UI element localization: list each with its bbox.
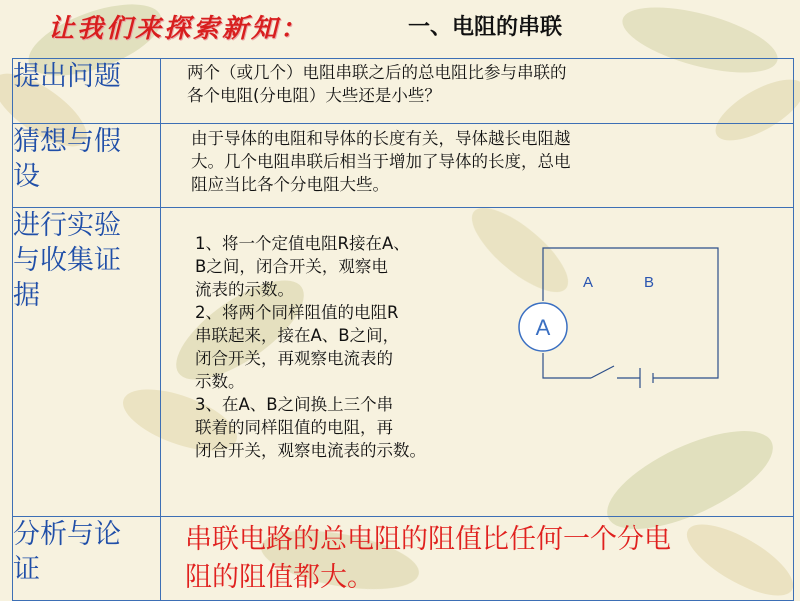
point-a-label: A — [582, 274, 594, 291]
table-row — [13, 208, 794, 517]
step-line: 示数。 — [195, 372, 245, 391]
text-line: 大。几个电阻串联后相当于增加了导体的长度，总电 — [191, 152, 571, 171]
step-line: 流表的示数。 — [195, 280, 294, 299]
step-line: 串联起来，接在A、B之间， — [195, 326, 400, 345]
wire-left-bottom — [543, 353, 591, 378]
step-line: 闭合开关，再观察电流表的 — [195, 349, 393, 368]
point-b-label: B — [643, 274, 655, 291]
inquiry-table — [12, 58, 794, 601]
slide-header — [0, 0, 800, 58]
circuit-diagram — [501, 243, 731, 413]
table-row — [13, 59, 794, 124]
text-line: 各个电阻(分电阻）大些还是小些？ — [187, 86, 441, 105]
step-line: 2、将两个同样阻值的电阻R — [195, 303, 399, 322]
row-label-analysis: 分析与论 证 — [13, 517, 161, 601]
step-line: 闭合开关，观察电流表的示数。 — [195, 441, 426, 460]
row-label-hypothesis: 猜想与假 设 — [13, 124, 161, 208]
switch-lever — [591, 366, 614, 378]
step-line: 1、将一个定值电阻R接在A、 — [195, 234, 410, 253]
row-label-experiment: 进行实验 与收集证 据 — [13, 208, 161, 517]
circuit-wires — [543, 248, 718, 388]
experiment-steps — [195, 232, 515, 462]
text-line: 两个（或几个）电阻串联之后的总电阻比参与串联的 — [187, 63, 567, 82]
row-label-question: 提出问题 — [13, 59, 161, 124]
row-content-question — [161, 59, 794, 124]
conclusion-text: 串联电路的总电阻的阻值比任何一个分电 阻的阻值都大。 — [185, 524, 671, 593]
step-line: B之间，闭合开关，观察电 — [195, 257, 388, 276]
wire-left-top — [543, 248, 718, 378]
ammeter-label: A — [535, 315, 551, 340]
row-content-experiment — [161, 208, 794, 517]
table-row — [13, 124, 794, 208]
table-row — [13, 517, 794, 601]
step-line: 3、在A、B之间换上三个串 — [195, 395, 394, 414]
text-line: 由于导体的电阻和导体的长度有关，导体越长电阻越 — [191, 129, 571, 148]
text-line: 阻应当比各个分电阻大些。 — [191, 175, 389, 194]
slogan-text: 让我们来探索新知： — [48, 14, 310, 44]
step-line: 联着的同样阻值的电阻，再 — [195, 418, 393, 437]
row-content-hypothesis — [161, 124, 794, 208]
row-content-conclusion — [161, 517, 794, 601]
slide-title: 一、电阻的串联 — [408, 15, 563, 40]
